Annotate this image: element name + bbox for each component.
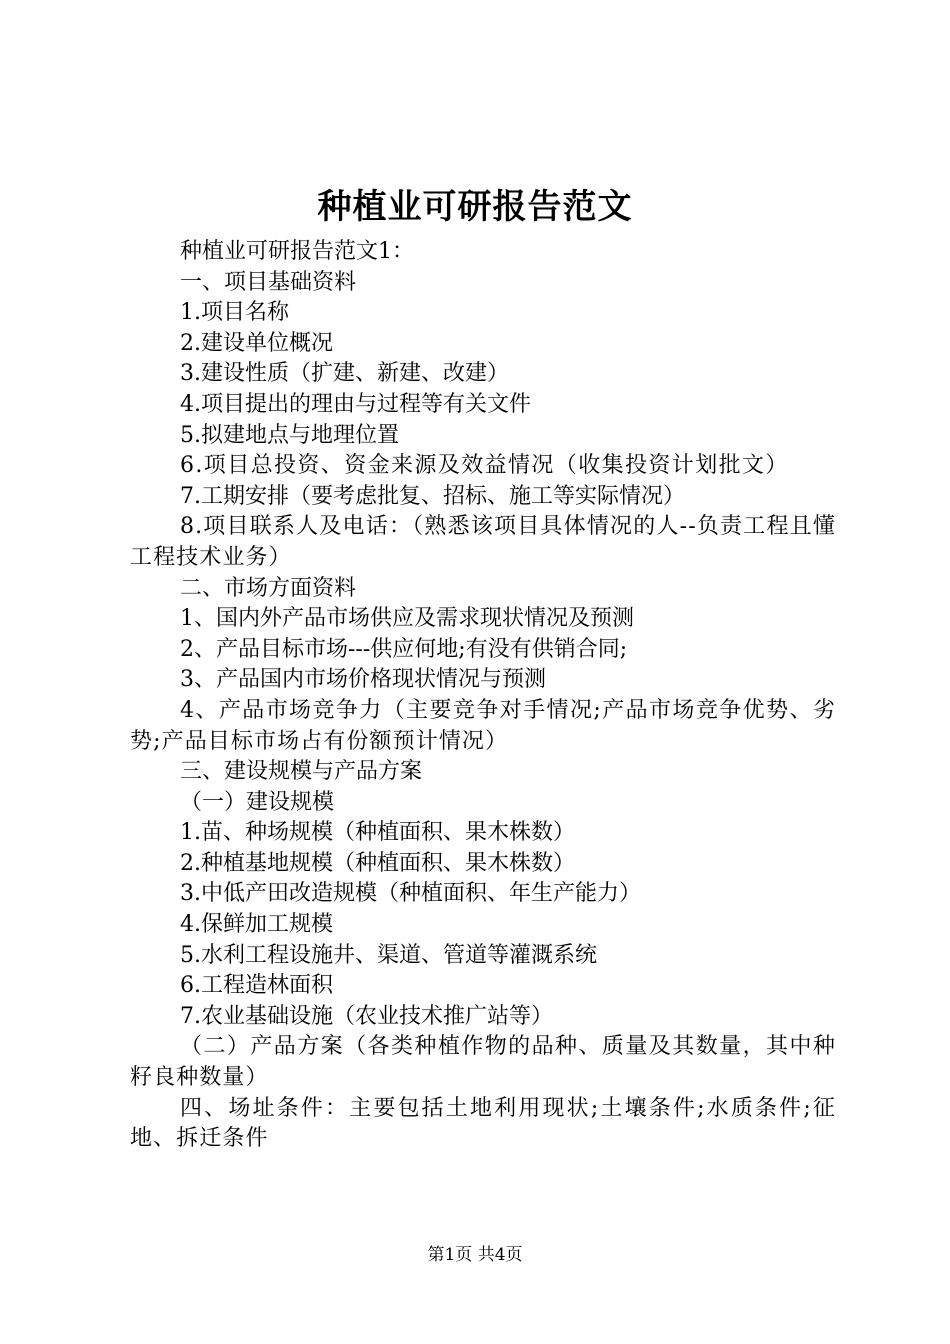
subsection-heading: （二）产品方案（各类种植作物的品种、质量及其数量，其中种籽良种数量） [130, 1034, 836, 1091]
section-heading-basic-info: 一、项目基础资料 [180, 269, 357, 295]
section-heading-site: 四、场址条件：主要包括土地利用现状;土壤条件;水质条件;征地、拆迁条件 [130, 1095, 836, 1152]
list-item: 3.中低产田改造规模（种植面积、年生产能力） [180, 881, 641, 907]
list-item: 6.项目总投资、资金来源及效益情况（收集投资计划批文） [180, 453, 789, 479]
list-item: 5.拟建地点与地理位置 [180, 422, 399, 448]
list-item: 1.苗、种场规模（种植面积、果木株数） [180, 820, 575, 846]
subsection-heading: （一）建设规模 [180, 789, 335, 815]
page-number: 第1页 共4页 [427, 1245, 523, 1265]
section-heading-market: 二、市场方面资料 [180, 575, 357, 601]
section-heading-scale: 三、建设规模与产品方案 [180, 759, 423, 785]
paragraph-intro: 种植业可研报告范文1： [180, 239, 414, 264]
list-item: 2.种植基地规模（种植面积、果木株数） [180, 850, 575, 876]
list-item: 4、产品市场竞争力（主要竞争对手情况;产品市场竞争优势、劣势;产品目标市场占有份额预计情况） [130, 697, 836, 754]
list-item: 2.建设单位概况 [180, 330, 333, 356]
list-item: 4.项目提出的理由与过程等有关文件 [180, 391, 531, 417]
document-title: 种植业可研报告范文 [317, 187, 633, 227]
list-item: 7.农业基础设施（农业技术推广站等） [180, 1003, 553, 1029]
list-item: 6.工程造林面积 [180, 973, 333, 999]
document-body [130, 237, 836, 1155]
list-item: 8.项目联系人及电话：（熟悉该项目具体情况的人--负责工程且懂工程技术业务） [130, 514, 836, 570]
list-item: 7.工期安排（要考虑批复、招标、施工等实际情况） [180, 483, 685, 509]
list-item: 3、产品国内市场价格现状情况与预测 [180, 667, 546, 693]
list-item: 1.项目名称 [180, 300, 289, 326]
list-item: 2、产品目标市场---供应何地;有没有供销合同; [180, 636, 628, 662]
list-item: 4.保鲜加工规模 [180, 912, 333, 938]
list-item: 3.建设性质（扩建、新建、改建） [180, 361, 509, 387]
list-item: 5.水利工程设施井、渠道、管道等灌溉系统 [180, 942, 597, 968]
list-item: 1、国内外产品市场供应及需求现状情况及预测 [180, 606, 634, 632]
